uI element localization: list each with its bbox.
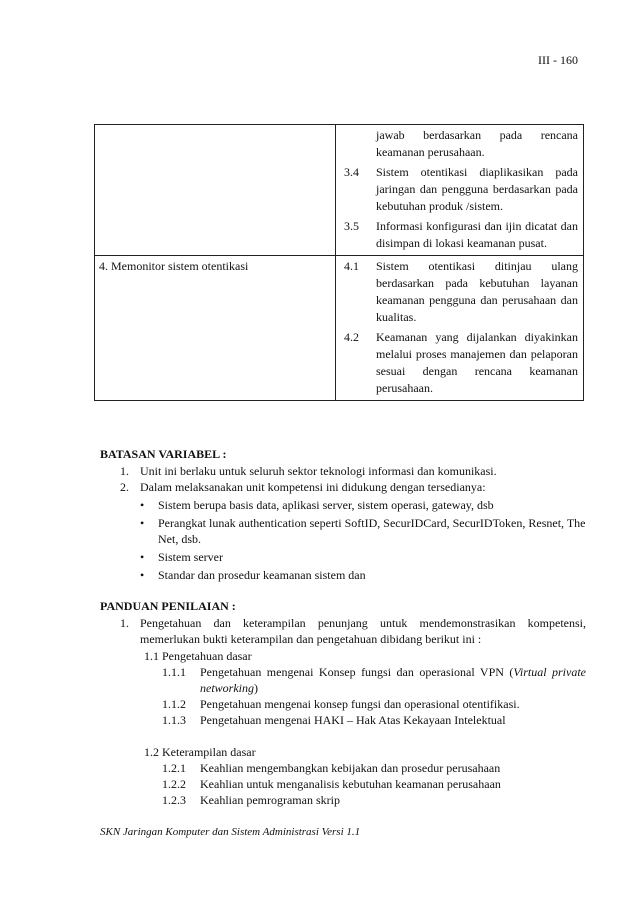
table-row bbox=[95, 125, 584, 256]
bullet-text: Sistem server bbox=[158, 550, 223, 564]
list-item bbox=[120, 479, 586, 495]
criteria-item bbox=[344, 127, 578, 161]
criteria-text: jawab berdasarkan pada rencana keamanan perusahaan. bbox=[376, 128, 578, 159]
batasan-variabel-section bbox=[100, 446, 586, 583]
item-number: 2. bbox=[120, 480, 129, 494]
criteria-number: 4.1 bbox=[344, 259, 359, 273]
sub-item bbox=[162, 696, 586, 712]
item-text: Unit ini berlaku untuk seluruh sektor teknologi informasi dan komunikasi. bbox=[140, 464, 497, 478]
sub-item-text: Keahlian pemrograman skrip bbox=[200, 793, 340, 807]
sub-item-number: 1.1.3 bbox=[162, 713, 186, 727]
bullet-item bbox=[140, 515, 586, 547]
item-number: 1. bbox=[120, 616, 129, 630]
list-item bbox=[120, 463, 586, 479]
criteria-cell bbox=[336, 125, 584, 256]
sub-item-number: 1.2.1 bbox=[162, 761, 186, 775]
criteria-text: Sistem otentikasi ditinjau ulang berdasarkan pada kebutuhan layanan keamanan pengguna dan perusahaan dan kualitas. bbox=[376, 259, 578, 324]
element-cell bbox=[95, 125, 336, 256]
bullet-item bbox=[140, 497, 586, 513]
criteria-text: Informasi konfigurasi dan ijin dicatat dan disimpan di lokasi keamanan pusat. bbox=[376, 219, 578, 250]
bullet-icon: • bbox=[140, 550, 145, 564]
criteria-item bbox=[344, 258, 578, 326]
sub-item-number: 1.2.2 bbox=[162, 777, 186, 791]
item-number: 1. bbox=[120, 464, 129, 478]
bullet-item bbox=[140, 549, 586, 565]
criteria-text: Sistem otentikasi diaplikasikan pada jaringan dan pengguna berdasarkan pada kebutuhan produk /sistem. bbox=[376, 165, 578, 213]
bullet-text: Standar dan prosedur keamanan sistem dan bbox=[158, 568, 366, 582]
criteria-cell bbox=[336, 256, 584, 401]
table-row bbox=[95, 256, 584, 401]
sub-item-text: Keahlian untuk menganalisis kebutuhan keamanan perusahaan bbox=[200, 777, 501, 791]
bullet-icon: • bbox=[140, 568, 145, 582]
section-title: PANDUAN PENILAIAN : bbox=[100, 599, 236, 613]
criteria-text: Keamanan yang dijalankan diyakinkan melalui proses manajemen dan pelaporan sesuai dengan rencana keamanan perusahaan. bbox=[376, 330, 578, 395]
item-text: Dalam melaksanakan unit kompetensi ini didukung dengan tersedianya: bbox=[140, 480, 486, 494]
element-cell: 4. Memonitor sistem otentikasi bbox=[95, 256, 336, 401]
sub-item bbox=[162, 712, 586, 728]
bullet-text: Perangkat lunak authentication seperti SoftID, SecurIDCard, SecurIDToken, Resnet, The Net, dsb. bbox=[158, 516, 586, 546]
bullet-icon: • bbox=[140, 498, 145, 512]
sub-item-number: 1.2.3 bbox=[162, 793, 186, 807]
page-footer: SKN Jaringan Komputer dan Sistem Administrasi Versi 1.1 bbox=[100, 826, 361, 838]
criteria-number: 3.5 bbox=[344, 219, 359, 233]
page-number: III - 160 bbox=[538, 53, 578, 67]
panduan-penilaian-section bbox=[100, 598, 586, 808]
sub-item-number: 1.1.2 bbox=[162, 697, 186, 711]
sub-item-text: Pengetahuan mengenai konsep fungsi dan operasional otentifikasi. bbox=[200, 697, 520, 711]
criteria-item bbox=[344, 329, 578, 397]
subsection-heading: 1.1 Pengetahuan dasar bbox=[144, 649, 252, 663]
sub-item bbox=[162, 792, 586, 808]
bullet-text: Sistem berupa basis data, aplikasi server, sistem operasi, gateway, dsb bbox=[158, 498, 494, 512]
criteria-number: 4.2 bbox=[344, 330, 359, 344]
section-title: BATASAN VARIABEL : bbox=[100, 447, 227, 461]
competency-table bbox=[94, 124, 584, 401]
sub-item bbox=[162, 760, 586, 776]
sub-item-text: Pengetahuan mengenai Konsep fungsi dan operasional VPN (Virtual private networking) bbox=[200, 665, 587, 695]
criteria-item bbox=[344, 164, 578, 215]
sub-item-number: 1.1.1 bbox=[162, 665, 186, 679]
sub-item bbox=[162, 664, 586, 696]
sub-item-text: Pengetahuan mengenai HAKI – Hak Atas Kekayaan Intelektual bbox=[200, 713, 506, 727]
subsection-heading: 1.2 Keterampilan dasar bbox=[144, 745, 256, 759]
sub-item-text: Keahlian mengembangkan kebijakan dan prosedur perusahaan bbox=[200, 761, 501, 775]
bullet-item bbox=[140, 567, 586, 583]
criteria-number: 3.4 bbox=[344, 165, 359, 179]
list-item bbox=[120, 615, 586, 647]
item-text: Pengetahuan dan keterampilan penunjang untuk mendemonstrasikan kompetensi, memerlukan bukti keterampilan dan pengetahuan dibidang berikut ini : bbox=[140, 616, 586, 646]
criteria-item bbox=[344, 218, 578, 252]
sub-item bbox=[162, 776, 586, 792]
bullet-icon: • bbox=[140, 516, 145, 530]
